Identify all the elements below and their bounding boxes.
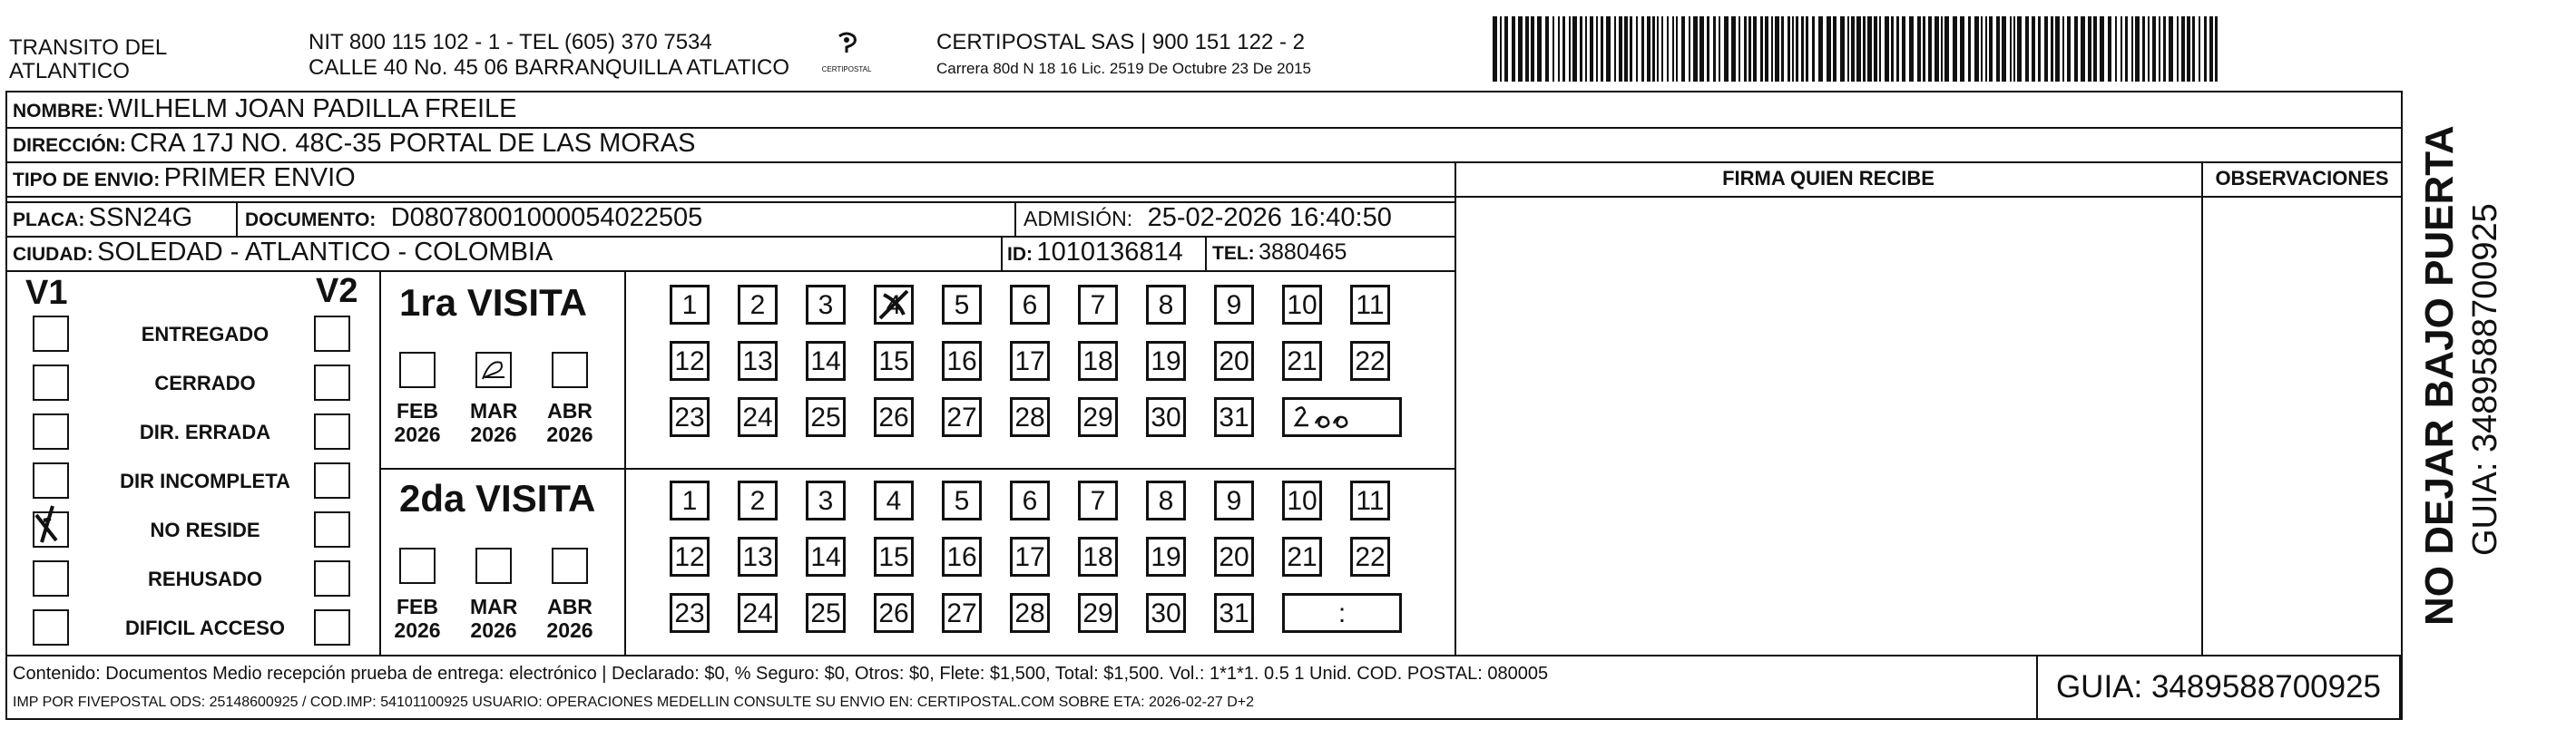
day-cell[interactable]: 9 [1214,481,1254,520]
day-cell[interactable]: 28 [1010,397,1050,437]
day-cell[interactable]: 3 [806,285,846,325]
day-cell[interactable]: 17 [1010,537,1050,577]
license-line: Carrera 80d N 18 16 Lic. 2519 De Octubre 23 De 2015 [936,60,1311,77]
barcode-bar [1667,16,1669,82]
barcode-bar [1806,16,1808,82]
barcode-bar [2108,16,2111,82]
month-year: 2026 [470,423,517,446]
day-cell[interactable]: 19 [1146,537,1186,577]
barcode-bar [1558,16,1560,82]
barcode-bar [2032,16,2035,82]
day-cell[interactable]: 20 [1214,341,1254,381]
barcode-bar [2177,16,2179,82]
barcode-bar [1917,16,1921,82]
day-cell[interactable]: 18 [1078,341,1118,381]
barcode-bar [2204,16,2207,82]
day-cell[interactable]: 27 [942,397,982,437]
barcode-bar [2013,16,2015,82]
company-line: CERTIPOSTAL SAS | 900 151 122 - 2 [936,30,1305,54]
barcode-bar [2044,16,2048,82]
barcode-bar [1953,16,1957,82]
day-cell[interactable]: 11 [1350,285,1390,325]
barcode-bar [1753,16,1757,82]
barcode-bar [2093,16,2097,82]
footer-print-info: IMP POR FIVEPOSTAL ODS: 25148600925 / COD.IMP: 54101100925 USUARIO: OPERACIONES MEDELLIN CONSULTE SU ENVIO EN: CERTIPOSTAL.COM SOBRE ETA: 2026-02-27 D+2 [13,695,1255,710]
barcode-bar [1896,16,1899,82]
barcode-bar [1928,16,1932,82]
month-name: MAR [470,595,518,618]
day-cell[interactable]: 21 [1282,341,1322,381]
day-cell[interactable]: 7 [1078,481,1118,520]
barcode-bar [1879,16,1881,82]
barcode-bar [1968,16,1971,82]
day-cell[interactable]: 14 [806,341,846,381]
day-cell[interactable]: 23 [670,593,710,633]
barcode-bar [1572,16,1577,82]
barcode-bar [1681,16,1685,82]
barcode-bar [1493,16,1497,82]
delivery-form [5,91,2403,720]
tipo-label: TIPO DE ENVIO: [13,170,161,190]
day-cell[interactable]: 13 [738,341,778,381]
barcode-bar [2010,16,2012,82]
barcode-bar [1590,16,1593,82]
barcode-bar [1518,16,1523,82]
month-label [546,399,593,446]
day-cell[interactable]: 2 [738,285,778,325]
day-cell[interactable]: 5 [942,285,982,325]
company-logo [815,27,878,82]
barcode-bar [2038,16,2041,82]
barcode-bar [1760,16,1763,82]
barcode-bar [2187,16,2190,82]
month-year: 2026 [546,618,593,642]
barcode-bar [1796,16,1798,82]
barcode-bar [1636,16,1638,82]
month-checkbox[interactable] [399,548,436,584]
day-cell[interactable]: 22 [1350,537,1390,577]
barcode-bar [1525,16,1529,82]
barcode-bar [1661,16,1663,82]
id-row [1007,238,1183,267]
v2-checkbox[interactable] [314,462,350,499]
barcode-bar [1562,16,1565,82]
documento-row [245,203,702,233]
v2-checkbox[interactable] [314,365,350,401]
status-option-label: DIR. ERRADA [139,421,271,443]
tipo-row [13,163,356,193]
barcode-bar [2215,16,2218,82]
day-cell[interactable]: 10 [1282,481,1322,520]
barcode-bar [1500,16,1502,82]
logo-wordmark: CERTIPOSTAL [821,65,872,73]
barcode-bar [1788,16,1790,82]
barcode-bar [1923,16,1925,82]
month-label [546,595,593,642]
guia-box: GUIA: 3489588700925 [2036,655,2401,720]
month-checkbox[interactable] [475,352,512,388]
time-box[interactable]: : [1282,593,1402,633]
barcode-bar [1863,16,1866,82]
day-cell[interactable]: 2 [738,481,778,520]
v2-checkbox[interactable] [314,316,350,352]
barcode-bar [1851,16,1855,82]
barcode-bar [1537,16,1542,82]
barcode-bar [1552,16,1554,82]
day-cell[interactable]: 10 [1282,285,1322,325]
barcode-bar [1885,16,1889,82]
barcode-bar [1707,16,1709,82]
barcode-bar [1771,16,1773,82]
barcode-bar [1891,16,1894,82]
day-cell[interactable]: 26 [874,593,914,633]
day-cell[interactable]: 1 [670,285,710,325]
day-cell[interactable]: 12 [670,537,710,577]
barcode-bar [1748,16,1751,82]
day-cell[interactable]: 31 [1214,397,1254,437]
documento-value: D08078001000054022505 [390,203,703,232]
month-name: ABR [547,399,593,423]
month-checkbox[interactable] [475,548,512,584]
barcode-bar [1713,16,1716,82]
direccion-row [13,129,695,159]
id-value: 1010136814 [1036,238,1183,267]
barcode-bar [1580,16,1582,82]
barcode-bar [1996,16,2000,82]
barcode-bar [1856,16,1861,82]
barcode-bar [2163,16,2166,82]
v1-checkbox[interactable] [33,365,69,401]
tipo-value: PRIMER ENVIO [163,163,356,192]
barcode [1493,16,2218,82]
status-option-label: ENTREGADO [141,323,269,345]
day-cell[interactable]: 24 [738,593,778,633]
v2-checkbox[interactable] [314,511,350,548]
barcode-bar [1672,16,1674,82]
barcode-bar [1934,16,1939,82]
v2-checkbox[interactable] [314,560,350,597]
address-line: CALLE 40 No. 45 06 BARRANQUILLA ATLATICO [309,55,790,80]
day-cell[interactable]: 1 [670,481,710,520]
documento-label: DOCUMENTO: [245,209,377,230]
day-cell[interactable]: 26 [874,397,914,437]
day-cell[interactable]: 7 [1078,285,1118,325]
barcode-bar [2074,16,2078,82]
barcode-bar [1867,16,1872,82]
barcode-bar [2192,16,2195,82]
v2-checkbox[interactable] [314,413,350,450]
month-label [394,595,441,642]
admision-row [1024,203,1392,233]
month-year: 2026 [394,423,441,446]
month-checkbox[interactable] [399,352,436,388]
day-cell[interactable]: 31 [1214,593,1254,633]
day-cell[interactable]: 16 [942,341,982,381]
firma-header: FIRMA QUIEN RECIBE [1722,167,1934,190]
barcode-bar [2055,16,2060,82]
day-cell[interactable]: 11 [1350,481,1390,520]
day-cell[interactable]: 21 [1282,537,1322,577]
status-option-label: NO RESIDE [150,519,260,541]
barcode-bar [1630,16,1632,82]
barcode-bar [1781,16,1784,82]
month-label [470,399,517,446]
month-name: FEB [397,595,438,618]
day-mark [877,287,911,322]
day-cell[interactable]: 6 [1010,285,1050,325]
barcode-bar [1731,16,1736,82]
barcode-bar [1874,16,1877,82]
barcode-bar [1792,16,1794,82]
month-name: MAR [470,399,518,423]
barcode-bar [1840,16,1845,82]
status-option-label: REHUSADO [148,568,262,590]
org-name-line1: TRANSITO DEL [9,35,168,60]
barcode-bar [1504,16,1508,82]
v2-header: V2 [316,272,358,310]
ciudad-row [13,238,553,267]
day-cell[interactable]: 24 [738,397,778,437]
v1-checkbox[interactable] [33,609,69,646]
barcode-bar [1744,16,1747,82]
day-cell[interactable]: 6 [1010,481,1050,520]
barcode-bar [2159,16,2160,82]
nit-line: NIT 800 115 102 - 1 - TEL (605) 370 7534 [309,30,712,54]
admision-value: 25-02-2026 16:40:50 [1147,203,1392,232]
barcode-bar [2002,16,2006,82]
day-cell[interactable]: 14 [806,537,846,577]
barcode-bar [1657,16,1659,82]
v1-checkbox[interactable] [33,462,69,499]
nombre-label: NOMBRE: [13,101,104,122]
tel-label: TEL: [1212,243,1255,264]
barcode-bar [1624,16,1628,82]
day-cell[interactable]: 19 [1146,341,1186,381]
barcode-bar [1585,16,1587,82]
barcode-bar [2169,16,2173,82]
v1-checkbox[interactable] [33,560,69,597]
barcode-bar [2148,16,2150,82]
first-visit-title: 1ra VISITA [399,281,587,324]
direccion-value: CRA 17J NO. 48C-35 PORTAL DE LAS MORAS [130,129,696,158]
barcode-bar [1847,16,1849,82]
tel-row [1212,239,1347,266]
tel-value: 3880465 [1259,239,1347,265]
barcode-bar [1960,16,1964,82]
barcode-bar [1614,16,1616,82]
barcode-bar [2142,16,2145,82]
day-cell[interactable]: 29 [1078,593,1118,633]
barcode-bar [1693,16,1698,82]
barcode-bar [1989,16,1993,82]
day-cell[interactable]: 20 [1214,537,1254,577]
day-cell[interactable]: 25 [806,397,846,437]
barcode-bar [2088,16,2091,82]
day-cell[interactable]: 12 [670,341,710,381]
barcode-bar [2115,16,2117,82]
barcode-bar [1944,16,1949,82]
barcode-bar [2017,16,2022,82]
month-label [470,595,517,642]
side-warning: NO DEJAR BAJO PUERTA [2417,125,2462,626]
direccion-label: DIRECCIÓN: [13,135,126,156]
barcode-bar [2125,16,2128,82]
month-year: 2026 [470,618,517,642]
month-label [394,399,441,446]
footer-contents: Contenido: Documentos Medio recepción prueba de entrega: electrónico | Declarado: $0, % Seguro: $0, Otros: $0, Flete: $1,500, Total: $1,500. Vol.: 1*1*1. 0.5 1 Unid. COD. POSTAL: 080005 [13,664,1549,684]
barcode-bar [2062,16,2064,82]
barcode-bar [1719,16,1720,82]
barcode-bar [1941,16,1943,82]
barcode-bar [1775,16,1779,82]
barcode-bar [2131,16,2133,82]
barcode-bar [1652,16,1655,82]
day-cell[interactable]: 3 [806,481,846,520]
day-cell[interactable]: 30 [1146,397,1186,437]
v1-checkbox[interactable] [33,413,69,450]
v2-checkbox[interactable] [314,609,350,646]
barcode-bar [2067,16,2071,82]
placa-label: PLACA: [13,209,85,230]
month-name: ABR [547,595,593,618]
day-cell[interactable]: 28 [1010,593,1050,633]
barcode-bar [1689,16,1690,82]
day-cell[interactable]: 22 [1350,341,1390,381]
observaciones-header: OBSERVACIONES [2215,167,2389,190]
status-option-label: CERRADO [154,372,256,394]
month-checkbox[interactable] [552,548,588,584]
status-option-label: DIR INCOMPLETA [120,470,290,492]
day-cell[interactable]: 15 [874,341,914,381]
day-cell[interactable]: 29 [1078,397,1118,437]
barcode-bar [1739,16,1740,82]
barcode-bar [1676,16,1678,82]
barcode-bar [1974,16,1979,82]
barcode-bar [1512,16,1515,82]
barcode-bar [2135,16,2140,82]
day-cell[interactable]: 25 [806,593,846,633]
barcode-bar [1699,16,1704,82]
barcode-bar [2152,16,2156,82]
id-label: ID: [1007,244,1033,265]
day-cell[interactable]: 18 [1078,537,1118,577]
day-cell[interactable]: 30 [1146,593,1186,633]
day-cell[interactable]: 5 [942,481,982,520]
barcode-bar [1765,16,1768,82]
placa-row [13,203,192,233]
day-cell[interactable]: 9 [1214,285,1254,325]
month-checkbox[interactable] [552,352,588,388]
barcode-bar [1596,16,1598,82]
barcode-bar [2051,16,2053,82]
month-year: 2026 [546,423,593,446]
day-cell[interactable]: 4 [874,285,914,325]
month-name: FEB [397,399,438,423]
side-guia: GUIA: 3489588700925 [2466,203,2504,556]
barcode-bar [1801,16,1804,82]
barcode-bar [1827,16,1831,82]
day-cell[interactable]: 4 [874,481,914,520]
barcode-bar [1985,16,1987,82]
barcode-bar [2100,16,2104,82]
barcode-bar [1531,16,1534,82]
day-cell[interactable]: 13 [738,537,778,577]
second-visit-title: 2da VISITA [399,477,596,520]
barcode-bar [2025,16,2029,82]
day-cell[interactable]: 17 [1010,341,1050,381]
day-cell[interactable]: 8 [1146,285,1186,325]
barcode-bar [1619,16,1622,82]
ciudad-value: SOLEDAD - ATLANTICO - COLOMBIA [97,238,553,267]
barcode-bar [2181,16,2185,82]
placa-value: SSN24G [88,203,193,232]
barcode-bar [2121,16,2122,82]
barcode-bar [1724,16,1729,82]
barcode-bar [1812,16,1815,82]
barcode-bar [2081,16,2085,82]
status-option-label: DIFICIL ACCESO [124,617,285,639]
ciudad-label: CIUDAD: [13,244,93,265]
nombre-row [13,94,517,124]
org-name-line2: ATLANTICO [9,59,130,83]
admision-label: ADMISIÓN: [1024,207,1133,230]
v1-checkbox[interactable] [33,316,69,352]
v1-checkbox[interactable] [33,511,69,548]
barcode-bar [1606,16,1611,82]
nombre-value: WILHELM JOAN PADILLA FREILE [107,94,517,123]
day-cell[interactable]: 8 [1146,481,1186,520]
time-box[interactable] [1282,397,1402,437]
barcode-bar [2209,16,2213,82]
barcode-bar [1647,16,1650,82]
day-cell[interactable]: 16 [942,537,982,577]
month-year: 2026 [394,618,441,642]
barcode-bar [1569,16,1571,82]
barcode-bar [1833,16,1837,82]
barcode-bar [1641,16,1644,82]
barcode-bar [2199,16,2200,82]
barcode-bar [1981,16,1983,82]
barcode-bar [1818,16,1823,82]
barcode-bar [1545,16,1549,82]
v1-header: V1 [25,274,68,312]
day-cell[interactable]: 23 [670,397,710,437]
barcode-bar [1902,16,1905,82]
barcode-bar [1601,16,1603,82]
day-cell[interactable]: 27 [942,593,982,633]
day-cell[interactable]: 15 [874,537,914,577]
barcode-bar [1909,16,1914,82]
